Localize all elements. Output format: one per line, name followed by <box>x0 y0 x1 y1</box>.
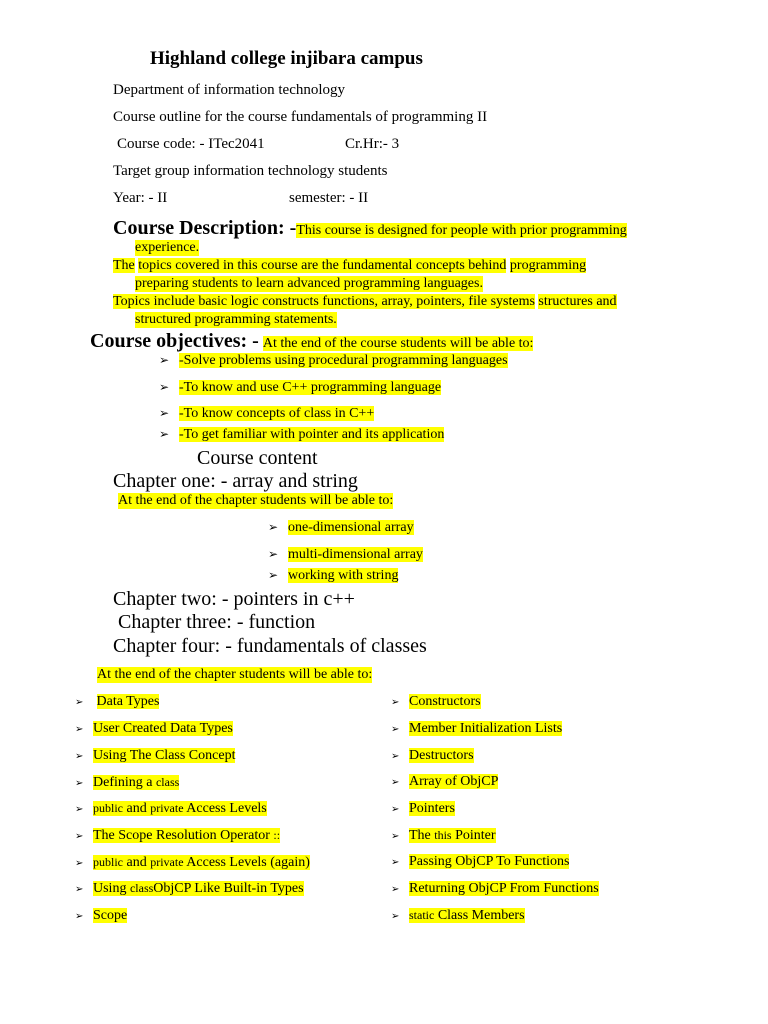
chapter-one-item <box>268 520 414 536</box>
description-segment: topics covered in this course are the fundamental concepts behind <box>138 258 507 273</box>
arrow-bullet-icon: ➢ <box>391 857 400 868</box>
chapter-item-text: working with string <box>288 568 399 583</box>
topic-text: User Created Data Types <box>93 721 233 736</box>
topic-item-left <box>75 908 127 924</box>
objective-item <box>159 427 444 443</box>
arrow-bullet-icon: ➢ <box>268 547 279 561</box>
topic-text: Class Members <box>434 908 525 923</box>
arrow-bullet-icon: ➢ <box>391 751 400 762</box>
arrow-bullet-icon: ➢ <box>75 697 84 708</box>
arrow-bullet-icon: ➢ <box>391 884 400 895</box>
arrow-bullet-icon: ➢ <box>75 724 84 735</box>
topic-item-left <box>75 694 159 710</box>
topic-item-left <box>75 881 304 897</box>
arrow-bullet-icon: ➢ <box>75 778 84 789</box>
topic-text: and <box>123 801 151 816</box>
arrow-bullet-icon: ➢ <box>159 380 170 394</box>
description-line-3 <box>113 258 586 274</box>
content-heading: Course content <box>197 447 318 469</box>
arrow-bullet-icon: ➢ <box>159 353 170 367</box>
description-line-1 <box>113 217 627 240</box>
topic-code: this <box>434 828 452 842</box>
topic-text: Passing ObjCP To Functions <box>409 854 570 869</box>
objective-item <box>159 353 508 369</box>
topic-item-right <box>391 828 496 844</box>
course-code: Course code: - ITec2041 <box>117 136 265 152</box>
chapter-two-heading: Chapter two: - pointers in c++ <box>113 588 355 610</box>
objectives-line <box>90 330 533 353</box>
description-line-6: structured programming statements. <box>135 312 337 327</box>
chapter-one-item <box>268 568 398 584</box>
topic-item-left <box>75 855 310 871</box>
arrow-bullet-icon: ➢ <box>75 911 84 922</box>
topic-item-left <box>75 748 235 764</box>
topic-text: Array of ObjCP <box>409 774 499 789</box>
topic-text: Scope <box>93 908 128 923</box>
description-segment: programming <box>509 258 587 273</box>
topic-code: public <box>93 801 123 815</box>
topic-text: Member Initialization Lists <box>409 721 563 736</box>
arrow-bullet-icon: ➢ <box>391 724 400 735</box>
chapter-four-intro: At the end of the chapter students will be able to: <box>97 667 373 682</box>
outline-line: Course outline for the course fundamentals of programming II <box>113 109 488 125</box>
objective-item <box>159 406 374 422</box>
topic-text: Constructors <box>409 694 481 709</box>
topic-code: class <box>129 881 154 895</box>
topic-item-right <box>391 854 569 870</box>
topic-item-right <box>391 721 562 737</box>
topic-text: Access Levels <box>183 801 267 816</box>
topic-code: class <box>155 775 180 789</box>
topic-text: Destructors <box>409 748 474 763</box>
topic-text: and <box>123 855 151 870</box>
year-line: Year: - II <box>113 190 168 206</box>
objective-text: -To know concepts of class in C++ <box>179 406 375 421</box>
description-heading: Course Description: - <box>113 217 297 239</box>
topic-text: ObjCP Like Built-in Types <box>153 881 304 896</box>
arrow-bullet-icon: ➢ <box>75 751 84 762</box>
topic-item-left <box>75 775 179 791</box>
objective-item <box>159 380 441 396</box>
description-segment: The <box>113 258 135 273</box>
topic-item-left <box>75 721 233 737</box>
description-line-4: preparing students to learn advanced programming languages. <box>135 276 483 291</box>
topic-text: The <box>409 828 435 843</box>
topic-item-right <box>391 694 481 710</box>
arrow-bullet-icon: ➢ <box>159 427 170 441</box>
objective-text: -To know and use C++ programming language <box>179 380 442 395</box>
credit-hours: Cr.Hr:- 3 <box>345 136 400 152</box>
chapter-three-heading: Chapter three: - function <box>118 611 316 633</box>
arrow-bullet-icon: ➢ <box>391 777 400 788</box>
chapter-item-text: one-dimensional array <box>288 520 414 535</box>
topic-text: Access Levels (again) <box>183 855 310 870</box>
page-title: Highland college injibara campus <box>150 48 423 69</box>
description-line-5 <box>113 294 617 310</box>
topic-text: Pointer <box>451 828 496 843</box>
topic-text: Defining a <box>93 775 156 790</box>
topic-text: Returning ObjCP From Functions <box>409 881 599 896</box>
topic-item-right <box>391 774 498 790</box>
topic-text: The Scope Resolution Operator <box>93 828 274 843</box>
chapter-one-heading: Chapter one: - array and string <box>113 470 358 492</box>
description-segment: structures and <box>538 294 617 309</box>
topic-text: Using The Class Concept <box>93 748 236 763</box>
topic-code: :: <box>273 828 281 842</box>
arrow-bullet-icon: ➢ <box>391 697 400 708</box>
arrow-bullet-icon: ➢ <box>75 804 84 815</box>
topic-text: Pointers <box>409 801 455 816</box>
arrow-bullet-icon: ➢ <box>75 884 84 895</box>
topic-item-right <box>391 881 599 897</box>
chapter-one-item <box>268 547 423 563</box>
topic-item-left <box>75 828 280 844</box>
chapter-item-text: multi-dimensional array <box>288 547 423 562</box>
arrow-bullet-icon: ➢ <box>268 568 279 582</box>
arrow-bullet-icon: ➢ <box>391 911 400 922</box>
topic-item-right <box>391 908 525 924</box>
topic-code: private <box>150 855 184 869</box>
department-line: Department of information technology <box>113 82 346 98</box>
description-text: This course is designed for people with prior programming <box>296 223 627 238</box>
description-segment: Topics include basic logic constructs functions, array, pointers, file systems <box>113 294 535 309</box>
objective-text: -Solve problems using procedural programming languages <box>179 353 508 368</box>
objectives-intro: At the end of the course students will be able to: <box>262 336 534 351</box>
topic-item-right <box>391 801 455 817</box>
objective-text: -To get familiar with pointer and its application <box>179 427 445 442</box>
topic-text: Using <box>93 881 130 896</box>
arrow-bullet-icon: ➢ <box>268 520 279 534</box>
arrow-bullet-icon: ➢ <box>159 406 170 420</box>
topic-code: private <box>150 801 184 815</box>
objectives-heading: Course objectives: - <box>90 330 259 352</box>
topic-item-right <box>391 748 474 764</box>
topic-code: public <box>93 855 123 869</box>
target-group: Target group information technology students <box>113 163 388 179</box>
topic-code: static <box>409 908 435 922</box>
arrow-bullet-icon: ➢ <box>75 831 84 842</box>
chapter-four-heading: Chapter four: - fundamentals of classes <box>113 635 427 657</box>
arrow-bullet-icon: ➢ <box>75 858 84 869</box>
semester-line: semester: - II <box>289 190 369 206</box>
description-line-2: experience. <box>135 240 200 255</box>
topic-text: Data Types <box>96 694 160 709</box>
topic-item-left <box>75 801 267 817</box>
arrow-bullet-icon: ➢ <box>391 804 400 815</box>
arrow-bullet-icon: ➢ <box>391 831 400 842</box>
chapter-one-intro: At the end of the chapter students will be able to: <box>118 493 394 508</box>
